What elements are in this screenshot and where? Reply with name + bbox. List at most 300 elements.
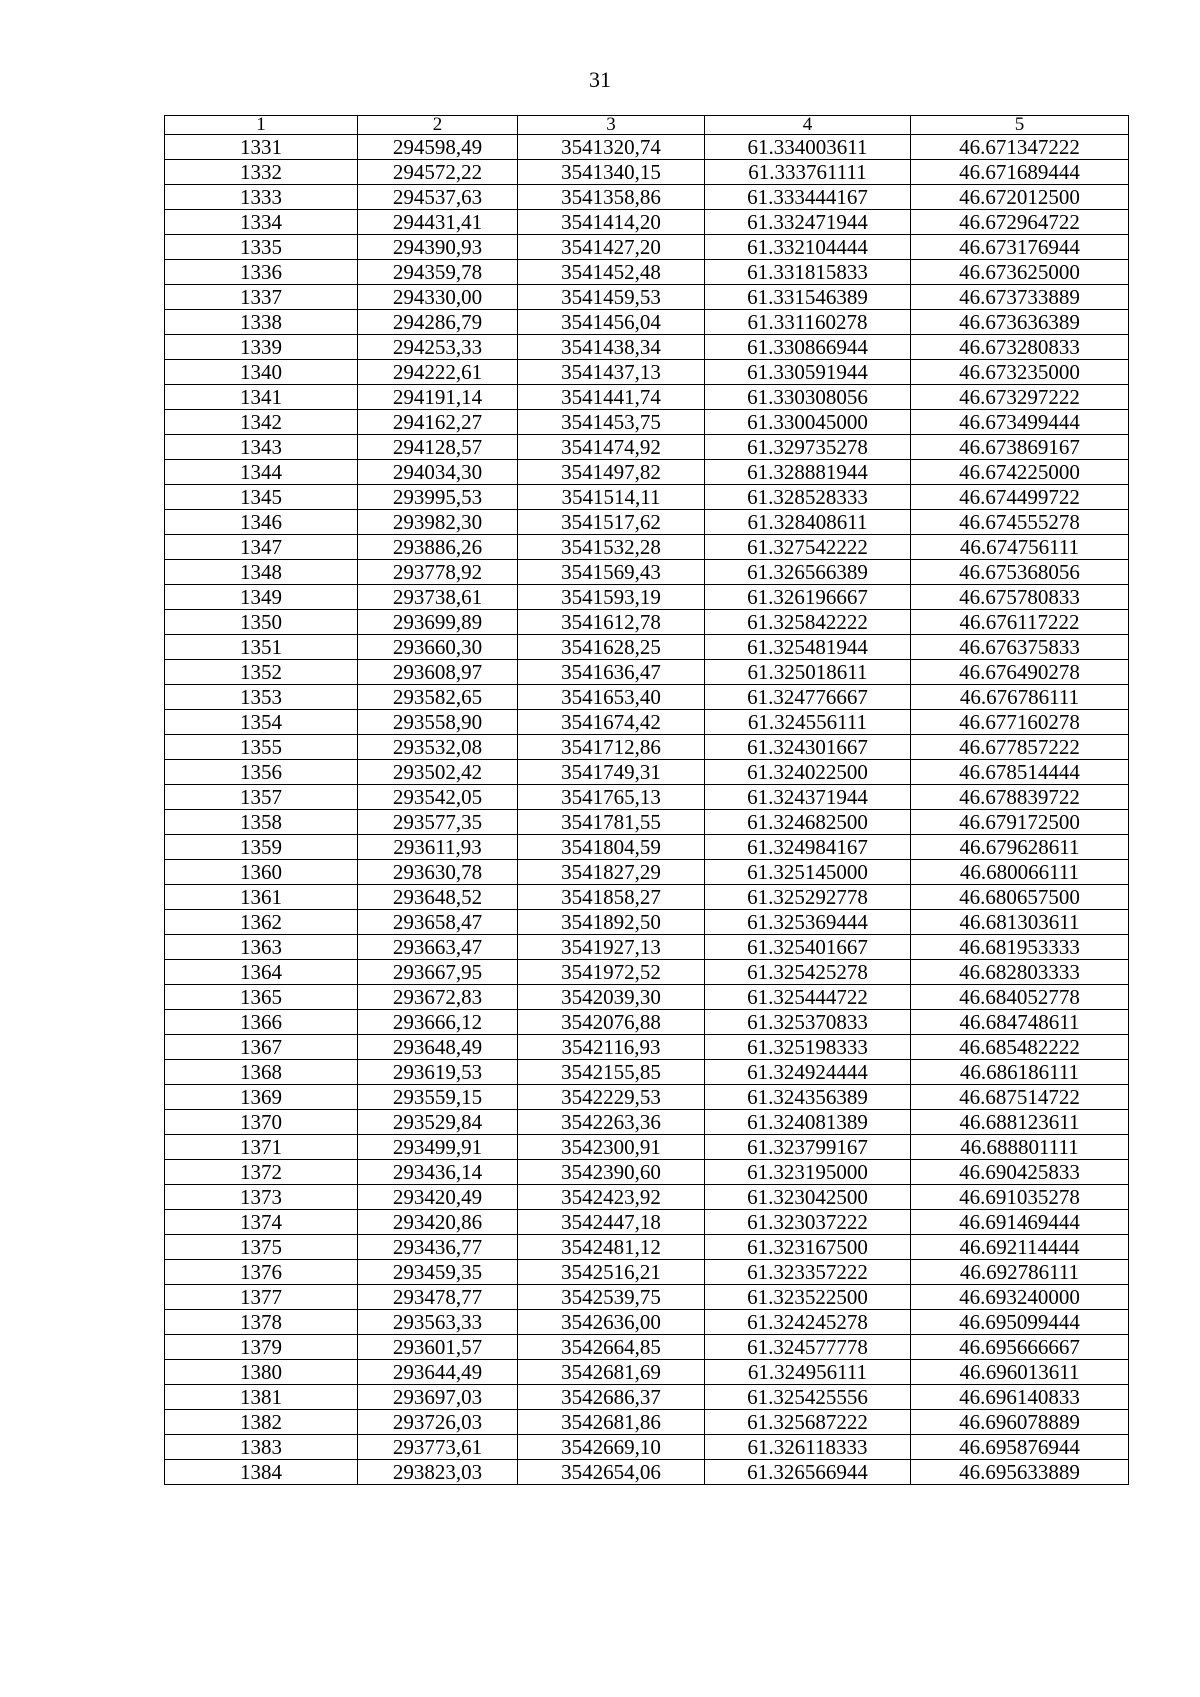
y-coordinate-cell: 3542447,18	[518, 1210, 705, 1235]
point-number-cell: 1336	[165, 260, 358, 285]
point-number-cell: 1376	[165, 1260, 358, 1285]
table-row	[165, 1185, 1129, 1210]
table-header	[165, 116, 1129, 135]
latitude-cell: 61.323799167	[705, 1135, 911, 1160]
latitude-cell: 61.330045000	[705, 410, 911, 435]
point-number-cell: 1383	[165, 1435, 358, 1460]
x-coordinate-cell: 294128,57	[358, 435, 518, 460]
point-number-cell: 1355	[165, 735, 358, 760]
table-row	[165, 160, 1129, 185]
x-coordinate-cell: 293502,42	[358, 760, 518, 785]
y-coordinate-cell: 3542669,10	[518, 1435, 705, 1460]
longitude-cell: 46.677857222	[911, 735, 1129, 760]
latitude-cell: 61.323357222	[705, 1260, 911, 1285]
x-coordinate-cell: 293648,49	[358, 1035, 518, 1060]
longitude-cell: 46.673625000	[911, 260, 1129, 285]
table-row	[165, 635, 1129, 660]
point-number-cell: 1332	[165, 160, 358, 185]
point-number-cell: 1360	[165, 860, 358, 885]
latitude-cell: 61.327542222	[705, 535, 911, 560]
point-number-cell: 1375	[165, 1235, 358, 1260]
latitude-cell: 61.324556111	[705, 710, 911, 735]
point-number-cell: 1371	[165, 1135, 358, 1160]
latitude-cell: 61.324081389	[705, 1110, 911, 1135]
x-coordinate-cell: 293672,83	[358, 985, 518, 1010]
x-coordinate-cell: 293459,35	[358, 1260, 518, 1285]
latitude-cell: 61.326196667	[705, 585, 911, 610]
y-coordinate-cell: 3541569,43	[518, 560, 705, 585]
longitude-cell: 46.696078889	[911, 1410, 1129, 1435]
x-coordinate-cell: 293499,91	[358, 1135, 518, 1160]
y-coordinate-cell: 3542300,91	[518, 1135, 705, 1160]
latitude-cell: 61.323042500	[705, 1185, 911, 1210]
latitude-cell: 61.325198333	[705, 1035, 911, 1060]
table-row	[165, 285, 1129, 310]
point-number-cell: 1379	[165, 1335, 358, 1360]
latitude-cell: 61.331546389	[705, 285, 911, 310]
x-coordinate-cell: 293478,77	[358, 1285, 518, 1310]
latitude-cell: 61.328528333	[705, 485, 911, 510]
y-coordinate-cell: 3542076,88	[518, 1010, 705, 1035]
y-coordinate-cell: 3541827,29	[518, 860, 705, 885]
y-coordinate-cell: 3541453,75	[518, 410, 705, 435]
x-coordinate-cell: 293542,05	[358, 785, 518, 810]
y-coordinate-cell: 3542654,06	[518, 1460, 705, 1485]
x-coordinate-cell: 294537,63	[358, 185, 518, 210]
x-coordinate-cell: 294191,14	[358, 385, 518, 410]
column-header-1: 1	[165, 116, 358, 135]
point-number-cell: 1368	[165, 1060, 358, 1085]
table-row	[165, 585, 1129, 610]
latitude-cell: 61.332104444	[705, 235, 911, 260]
point-number-cell: 1382	[165, 1410, 358, 1435]
table-row	[165, 1010, 1129, 1035]
point-number-cell: 1359	[165, 835, 358, 860]
column-header-2: 2	[358, 116, 518, 135]
point-number-cell: 1361	[165, 885, 358, 910]
x-coordinate-cell: 294572,22	[358, 160, 518, 185]
latitude-cell: 61.328881944	[705, 460, 911, 485]
x-coordinate-cell: 293436,14	[358, 1160, 518, 1185]
y-coordinate-cell: 3541972,52	[518, 960, 705, 985]
point-number-cell: 1335	[165, 235, 358, 260]
table-row	[165, 485, 1129, 510]
longitude-cell: 46.691035278	[911, 1185, 1129, 1210]
table-row	[165, 1285, 1129, 1310]
point-number-cell: 1341	[165, 385, 358, 410]
longitude-cell: 46.695633889	[911, 1460, 1129, 1485]
y-coordinate-cell: 3541892,50	[518, 910, 705, 935]
y-coordinate-cell: 3542681,86	[518, 1410, 705, 1435]
y-coordinate-cell: 3541459,53	[518, 285, 705, 310]
longitude-cell: 46.682803333	[911, 960, 1129, 985]
point-number-cell: 1349	[165, 585, 358, 610]
longitude-cell: 46.676786111	[911, 685, 1129, 710]
y-coordinate-cell: 3541437,13	[518, 360, 705, 385]
table-row	[165, 1410, 1129, 1435]
latitude-cell: 61.324022500	[705, 760, 911, 785]
y-coordinate-cell: 3542636,00	[518, 1310, 705, 1335]
x-coordinate-cell: 293823,03	[358, 1460, 518, 1485]
point-number-cell: 1347	[165, 535, 358, 560]
x-coordinate-cell: 294390,93	[358, 235, 518, 260]
table-row	[165, 885, 1129, 910]
latitude-cell: 61.330866944	[705, 335, 911, 360]
point-number-cell: 1350	[165, 610, 358, 635]
table-row	[165, 185, 1129, 210]
x-coordinate-cell: 294359,78	[358, 260, 518, 285]
latitude-cell: 61.325369444	[705, 910, 911, 935]
longitude-cell: 46.674225000	[911, 460, 1129, 485]
table-row	[165, 960, 1129, 985]
y-coordinate-cell: 3541438,34	[518, 335, 705, 360]
x-coordinate-cell: 293982,30	[358, 510, 518, 535]
y-coordinate-cell: 3541858,27	[518, 885, 705, 910]
y-coordinate-cell: 3541674,42	[518, 710, 705, 735]
y-coordinate-cell: 3541358,86	[518, 185, 705, 210]
latitude-cell: 61.326118333	[705, 1435, 911, 1460]
longitude-cell: 46.675780833	[911, 585, 1129, 610]
point-number-cell: 1374	[165, 1210, 358, 1235]
longitude-cell: 46.678514444	[911, 760, 1129, 785]
y-coordinate-cell: 3542155,85	[518, 1060, 705, 1085]
x-coordinate-cell: 293778,92	[358, 560, 518, 585]
y-coordinate-cell: 3542390,60	[518, 1160, 705, 1185]
latitude-cell: 61.324371944	[705, 785, 911, 810]
longitude-cell: 46.671689444	[911, 160, 1129, 185]
y-coordinate-cell: 3541749,31	[518, 760, 705, 785]
point-number-cell: 1377	[165, 1285, 358, 1310]
latitude-cell: 61.325145000	[705, 860, 911, 885]
column-header-4: 4	[705, 116, 911, 135]
latitude-cell: 61.325425278	[705, 960, 911, 985]
longitude-cell: 46.695099444	[911, 1310, 1129, 1335]
table-body	[165, 135, 1129, 1485]
latitude-cell: 61.324682500	[705, 810, 911, 835]
x-coordinate-cell: 293660,30	[358, 635, 518, 660]
y-coordinate-cell: 3542686,37	[518, 1385, 705, 1410]
y-coordinate-cell: 3542229,53	[518, 1085, 705, 1110]
longitude-cell: 46.672012500	[911, 185, 1129, 210]
point-number-cell: 1334	[165, 210, 358, 235]
point-number-cell: 1373	[165, 1185, 358, 1210]
x-coordinate-cell: 293420,49	[358, 1185, 518, 1210]
table-row	[165, 810, 1129, 835]
y-coordinate-cell: 3541427,20	[518, 235, 705, 260]
x-coordinate-cell: 293773,61	[358, 1435, 518, 1460]
y-coordinate-cell: 3542664,85	[518, 1335, 705, 1360]
point-number-cell: 1352	[165, 660, 358, 685]
point-number-cell: 1340	[165, 360, 358, 385]
point-number-cell: 1354	[165, 710, 358, 735]
x-coordinate-cell: 293663,47	[358, 935, 518, 960]
point-number-cell: 1378	[165, 1310, 358, 1335]
longitude-cell: 46.673733889	[911, 285, 1129, 310]
point-number-cell: 1333	[165, 185, 358, 210]
point-number-cell: 1364	[165, 960, 358, 985]
column-header-5: 5	[911, 116, 1129, 135]
point-number-cell: 1358	[165, 810, 358, 835]
table-row	[165, 385, 1129, 410]
table-row	[165, 260, 1129, 285]
latitude-cell: 61.324245278	[705, 1310, 911, 1335]
y-coordinate-cell: 3541653,40	[518, 685, 705, 710]
table-row	[165, 910, 1129, 935]
table-row	[165, 1060, 1129, 1085]
latitude-cell: 61.324924444	[705, 1060, 911, 1085]
table-row	[165, 560, 1129, 585]
longitude-cell: 46.676490278	[911, 660, 1129, 685]
latitude-cell: 61.331815833	[705, 260, 911, 285]
latitude-cell: 61.323167500	[705, 1235, 911, 1260]
x-coordinate-cell: 293611,93	[358, 835, 518, 860]
latitude-cell: 61.324776667	[705, 685, 911, 710]
longitude-cell: 46.695666667	[911, 1335, 1129, 1360]
table-row	[165, 1435, 1129, 1460]
longitude-cell: 46.673280833	[911, 335, 1129, 360]
latitude-cell: 61.324356389	[705, 1085, 911, 1110]
point-number-cell: 1365	[165, 985, 358, 1010]
page-number: 31	[589, 67, 611, 92]
y-coordinate-cell: 3541497,82	[518, 460, 705, 485]
x-coordinate-cell: 294162,27	[358, 410, 518, 435]
x-coordinate-cell: 293667,95	[358, 960, 518, 985]
y-coordinate-cell: 3542039,30	[518, 985, 705, 1010]
x-coordinate-cell: 293558,90	[358, 710, 518, 735]
longitude-cell: 46.673176944	[911, 235, 1129, 260]
point-number-cell: 1372	[165, 1160, 358, 1185]
y-coordinate-cell: 3541441,74	[518, 385, 705, 410]
y-coordinate-cell: 3541612,78	[518, 610, 705, 635]
x-coordinate-cell: 293619,53	[358, 1060, 518, 1085]
y-coordinate-cell: 3541452,48	[518, 260, 705, 285]
point-number-cell: 1384	[165, 1460, 358, 1485]
table-row	[165, 1335, 1129, 1360]
latitude-cell: 61.325481944	[705, 635, 911, 660]
table-row	[165, 1310, 1129, 1335]
x-coordinate-cell: 293886,26	[358, 535, 518, 560]
longitude-cell: 46.674555278	[911, 510, 1129, 535]
table-row	[165, 785, 1129, 810]
point-number-cell: 1369	[165, 1085, 358, 1110]
y-coordinate-cell: 3541474,92	[518, 435, 705, 460]
x-coordinate-cell: 293601,57	[358, 1335, 518, 1360]
point-number-cell: 1337	[165, 285, 358, 310]
longitude-cell: 46.673235000	[911, 360, 1129, 385]
column-header-3: 3	[518, 116, 705, 135]
x-coordinate-cell: 293644,49	[358, 1360, 518, 1385]
longitude-cell: 46.680066111	[911, 860, 1129, 885]
point-number-cell: 1357	[165, 785, 358, 810]
table-row	[165, 685, 1129, 710]
table-row	[165, 310, 1129, 335]
x-coordinate-cell: 293559,15	[358, 1085, 518, 1110]
y-coordinate-cell: 3542116,93	[518, 1035, 705, 1060]
y-coordinate-cell: 3542423,92	[518, 1185, 705, 1210]
y-coordinate-cell: 3541593,19	[518, 585, 705, 610]
y-coordinate-cell: 3542481,12	[518, 1235, 705, 1260]
latitude-cell: 61.324956111	[705, 1360, 911, 1385]
longitude-cell: 46.692786111	[911, 1260, 1129, 1285]
longitude-cell: 46.674499722	[911, 485, 1129, 510]
longitude-cell: 46.680657500	[911, 885, 1129, 910]
x-coordinate-cell: 293726,03	[358, 1410, 518, 1435]
longitude-cell: 46.671347222	[911, 135, 1129, 160]
table-row	[165, 710, 1129, 735]
latitude-cell: 61.323195000	[705, 1160, 911, 1185]
table-row	[165, 1210, 1129, 1235]
longitude-cell: 46.672964722	[911, 210, 1129, 235]
x-coordinate-cell: 293529,84	[358, 1110, 518, 1135]
y-coordinate-cell: 3541927,13	[518, 935, 705, 960]
latitude-cell: 61.333444167	[705, 185, 911, 210]
table-row	[165, 1460, 1129, 1485]
table-row	[165, 510, 1129, 535]
table-row	[165, 460, 1129, 485]
longitude-cell: 46.692114444	[911, 1235, 1129, 1260]
point-number-cell: 1343	[165, 435, 358, 460]
longitude-cell: 46.676117222	[911, 610, 1129, 635]
y-coordinate-cell: 3541628,25	[518, 635, 705, 660]
latitude-cell: 61.325842222	[705, 610, 911, 635]
table-row	[165, 935, 1129, 960]
point-number-cell: 1338	[165, 310, 358, 335]
y-coordinate-cell: 3541636,47	[518, 660, 705, 685]
y-coordinate-cell: 3541456,04	[518, 310, 705, 335]
latitude-cell: 61.332471944	[705, 210, 911, 235]
longitude-cell: 46.679172500	[911, 810, 1129, 835]
longitude-cell: 46.684052778	[911, 985, 1129, 1010]
latitude-cell: 61.333761111	[705, 160, 911, 185]
table-row	[165, 1260, 1129, 1285]
table-row	[165, 410, 1129, 435]
x-coordinate-cell: 293658,47	[358, 910, 518, 935]
table-row	[165, 435, 1129, 460]
table-row	[165, 860, 1129, 885]
y-coordinate-cell: 3541414,20	[518, 210, 705, 235]
longitude-cell: 46.695876944	[911, 1435, 1129, 1460]
longitude-cell: 46.674756111	[911, 535, 1129, 560]
y-coordinate-cell: 3542263,36	[518, 1110, 705, 1135]
latitude-cell: 61.328408611	[705, 510, 911, 535]
x-coordinate-cell: 293738,61	[358, 585, 518, 610]
longitude-cell: 46.684748611	[911, 1010, 1129, 1035]
longitude-cell: 46.687514722	[911, 1085, 1129, 1110]
latitude-cell: 61.334003611	[705, 135, 911, 160]
table-row	[165, 760, 1129, 785]
point-number-cell: 1367	[165, 1035, 358, 1060]
table-row	[165, 1110, 1129, 1135]
latitude-cell: 61.324984167	[705, 835, 911, 860]
longitude-cell: 46.673297222	[911, 385, 1129, 410]
x-coordinate-cell: 293648,52	[358, 885, 518, 910]
table-row	[165, 1360, 1129, 1385]
table-row	[165, 835, 1129, 860]
table-row	[165, 210, 1129, 235]
point-number-cell: 1346	[165, 510, 358, 535]
table-row	[165, 735, 1129, 760]
point-number-cell: 1339	[165, 335, 358, 360]
point-number-cell: 1380	[165, 1360, 358, 1385]
point-number-cell: 1363	[165, 935, 358, 960]
x-coordinate-cell: 294286,79	[358, 310, 518, 335]
header-row	[165, 116, 1129, 135]
latitude-cell: 61.323522500	[705, 1285, 911, 1310]
y-coordinate-cell: 3541804,59	[518, 835, 705, 860]
longitude-cell: 46.679628611	[911, 835, 1129, 860]
point-number-cell: 1370	[165, 1110, 358, 1135]
longitude-cell: 46.690425833	[911, 1160, 1129, 1185]
x-coordinate-cell: 293577,35	[358, 810, 518, 835]
table-row	[165, 1160, 1129, 1185]
table-row	[165, 235, 1129, 260]
longitude-cell: 46.676375833	[911, 635, 1129, 660]
x-coordinate-cell: 293666,12	[358, 1010, 518, 1035]
table-row	[165, 535, 1129, 560]
latitude-cell: 61.330308056	[705, 385, 911, 410]
point-number-cell: 1351	[165, 635, 358, 660]
x-coordinate-cell: 294431,41	[358, 210, 518, 235]
y-coordinate-cell: 3541532,28	[518, 535, 705, 560]
y-coordinate-cell: 3541320,74	[518, 135, 705, 160]
point-number-cell: 1353	[165, 685, 358, 710]
x-coordinate-cell: 294330,00	[358, 285, 518, 310]
x-coordinate-cell: 293420,86	[358, 1210, 518, 1235]
latitude-cell: 61.325401667	[705, 935, 911, 960]
longitude-cell: 46.673499444	[911, 410, 1129, 435]
latitude-cell: 61.325370833	[705, 1010, 911, 1035]
x-coordinate-cell: 294598,49	[358, 135, 518, 160]
x-coordinate-cell: 293995,53	[358, 485, 518, 510]
table-row	[165, 1235, 1129, 1260]
x-coordinate-cell: 293630,78	[358, 860, 518, 885]
latitude-cell: 61.324301667	[705, 735, 911, 760]
longitude-cell: 46.696140833	[911, 1385, 1129, 1410]
table-row	[165, 660, 1129, 685]
longitude-cell: 46.696013611	[911, 1360, 1129, 1385]
y-coordinate-cell: 3542539,75	[518, 1285, 705, 1310]
x-coordinate-cell: 293699,89	[358, 610, 518, 635]
table-row	[165, 1385, 1129, 1410]
x-coordinate-cell: 294222,61	[358, 360, 518, 385]
latitude-cell: 61.331160278	[705, 310, 911, 335]
latitude-cell: 61.326566389	[705, 560, 911, 585]
y-coordinate-cell: 3541514,11	[518, 485, 705, 510]
longitude-cell: 46.688801111	[911, 1135, 1129, 1160]
latitude-cell: 61.329735278	[705, 435, 911, 460]
point-number-cell: 1381	[165, 1385, 358, 1410]
longitude-cell: 46.691469444	[911, 1210, 1129, 1235]
longitude-cell: 46.681953333	[911, 935, 1129, 960]
latitude-cell: 61.325687222	[705, 1410, 911, 1435]
y-coordinate-cell: 3541712,86	[518, 735, 705, 760]
longitude-cell: 46.673869167	[911, 435, 1129, 460]
longitude-cell: 46.677160278	[911, 710, 1129, 735]
table-row	[165, 335, 1129, 360]
x-coordinate-cell: 293697,03	[358, 1385, 518, 1410]
latitude-cell: 61.325292778	[705, 885, 911, 910]
table-row	[165, 1035, 1129, 1060]
table-row	[165, 1135, 1129, 1160]
latitude-cell: 61.330591944	[705, 360, 911, 385]
longitude-cell: 46.685482222	[911, 1035, 1129, 1060]
x-coordinate-cell: 293582,65	[358, 685, 518, 710]
x-coordinate-cell: 294034,30	[358, 460, 518, 485]
point-number-cell: 1331	[165, 135, 358, 160]
y-coordinate-cell: 3541340,15	[518, 160, 705, 185]
point-number-cell: 1366	[165, 1010, 358, 1035]
x-coordinate-cell: 293532,08	[358, 735, 518, 760]
